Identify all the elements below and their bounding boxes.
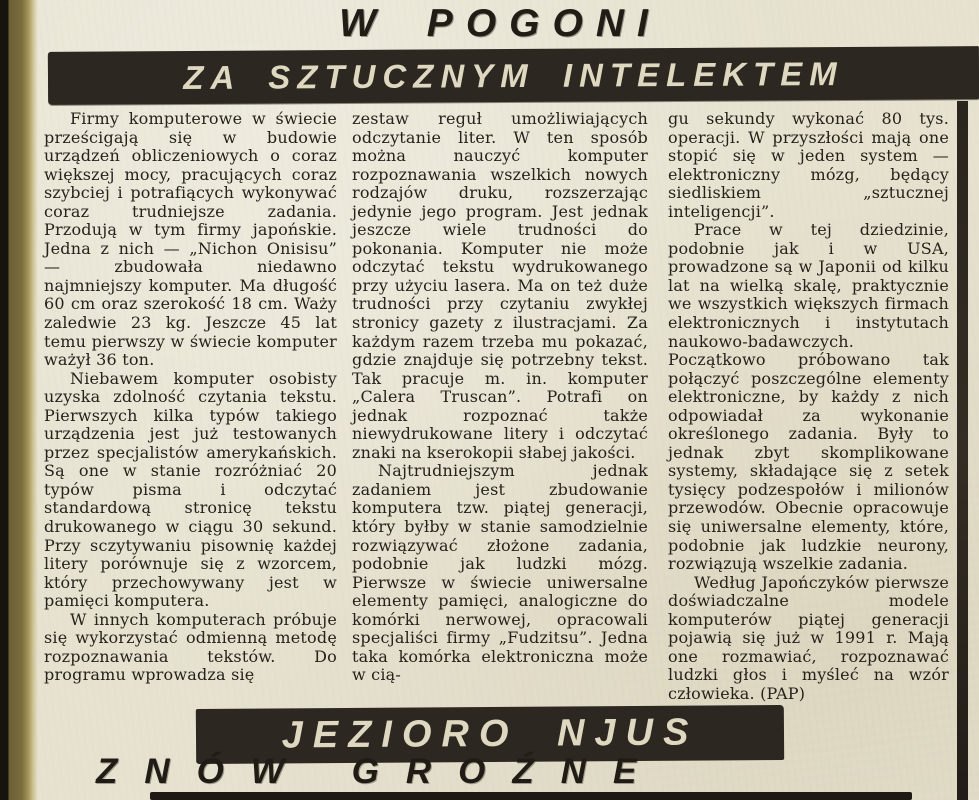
headline-line1: W POGONI: [339, 2, 661, 45]
headline-bar: [48, 46, 979, 105]
paragraph: Najtrudniejszym jednak zadaniem jest zbudowanie komputera tzw. piątej generacji, który byłby w stanie samodzielnie rozwiązywać złożone zadania, podobnie jak ludzki mózg. Pierwsze w świecie uniwersalne elementy pamięci, analogiczne do komórki nerwowej, opracowali specjaliści firmy „Fudzitsu”. Jedna taka komórka elektroniczna może w cią-: [352, 461, 648, 685]
footer-headline-line1: JEZIORO NJUS: [281, 711, 699, 757]
paragraph: W innych komputerach próbuje się wykorzystać odmienną metodę rozpoznawania tekstów. Do programu wprowadza się: [44, 609, 337, 685]
paragraph: Prace w tej dziedzinie, podobnie jak i w USA, prowadzone są w Japonii od kilku lat na wielką skalę, praktycznie we wszystkich większych firmach elektronicznych i instytutach naukowo-badawczych. Początkowo próbowano tak połączyć poszczególne elementy elektroniczne, by każdy z nich odpowiadał za wykonanie określonego zadania. Były to jednak zbyt skomplikowane systemy, składające się z setek tysięcy podzespołów i milionów przewodów. Obecnie opracowuje się uniwersalne elementy, które, podobnie jak ludzkie neurony, rozwiązują wszelkie zadania.: [668, 220, 949, 574]
article-column-2: [352, 110, 648, 685]
paragraph: Niebawem komputer osobisty uzyska zdolność czytania tekstu. Pierwszych kilka typów takiego urządzenia jest już testowanych przez specjalistów amerykańskich. Są one w stanie rozróżniać 20 typów pisma i odczytać standardową stronicę tekstu drukowanego w ciągu 30 sekund. Przy sczytywaniu pisownię każdej litery porównuje się z wzorcem, który przechowywany jest w pamięci komputera.: [44, 368, 337, 611]
footer-headline-line2: ZNÓW GROŹNE: [96, 752, 664, 791]
footer-rule: [150, 792, 912, 800]
paragraph: Według Japończyków pierwsze doświadczalne modele komputerów piątej generacji pojawią się już w 1991 r. Mają one rozmawiać, rozpoznawać ludzki głos i myśleć na wzór człowieka. (PAP): [668, 572, 949, 703]
paragraph: zestaw reguł umożliwiających odczytanie liter. W ten sposób można nauczyć komputer rozpoznawania wszelkich nowych rodzajów druku, rozszerzając jedynie jego program. Jest jednak jeszcze wiele trudności do pokonania. Komputer nie może odczytać tekstu wydrukowanego przy użyciu lasera. Ma on też duże trudności przy czytaniu zwykłej stronicy gazety z ilustracjami. Za każdym razem trzeba mu pokazać, gdzie znajduje się potrzebny tekst. Tak pracuje m. in. komputer „Calera Truscan”. Potrafi on jednak rozpoznać także niewydrukowane litery i odczytać znaki na kserokopii słabej jakości.: [352, 109, 648, 462]
article-column-1: [44, 110, 337, 685]
column-rule: [957, 101, 968, 800]
paragraph: gu sekundy wykonać 80 tys. operacji. W przyszłości mają one stopić się w jeden system — elektroniczny mózg, będący siedliskiem „sztucznej inteligencji”.: [668, 109, 949, 221]
headline-line2: ZA SZTUCZNYM INTELEKTEM: [183, 54, 844, 96]
page-edge-shadow: [0, 0, 38, 800]
article-column-3: [668, 110, 949, 704]
paragraph: Firmy komputerowe w świecie prześcigają się w budowie urządzeń obliczeniowych o coraz większej mocy, pracujących coraz szybciej i potrafiących wykonywać coraz trudniejsze zadania. Przodują w tym firmy japońskie. Jedna z nich — „Nichon Onisisu” — zbudowała niedawno najmniejszy komputer. Ma długość 60 cm oraz szerokość 18 cm. Waży zaledwie 23 kg. Jeszcze 45 lat temu pierwszy w świecie komputer ważył 36 ton.: [44, 109, 337, 370]
